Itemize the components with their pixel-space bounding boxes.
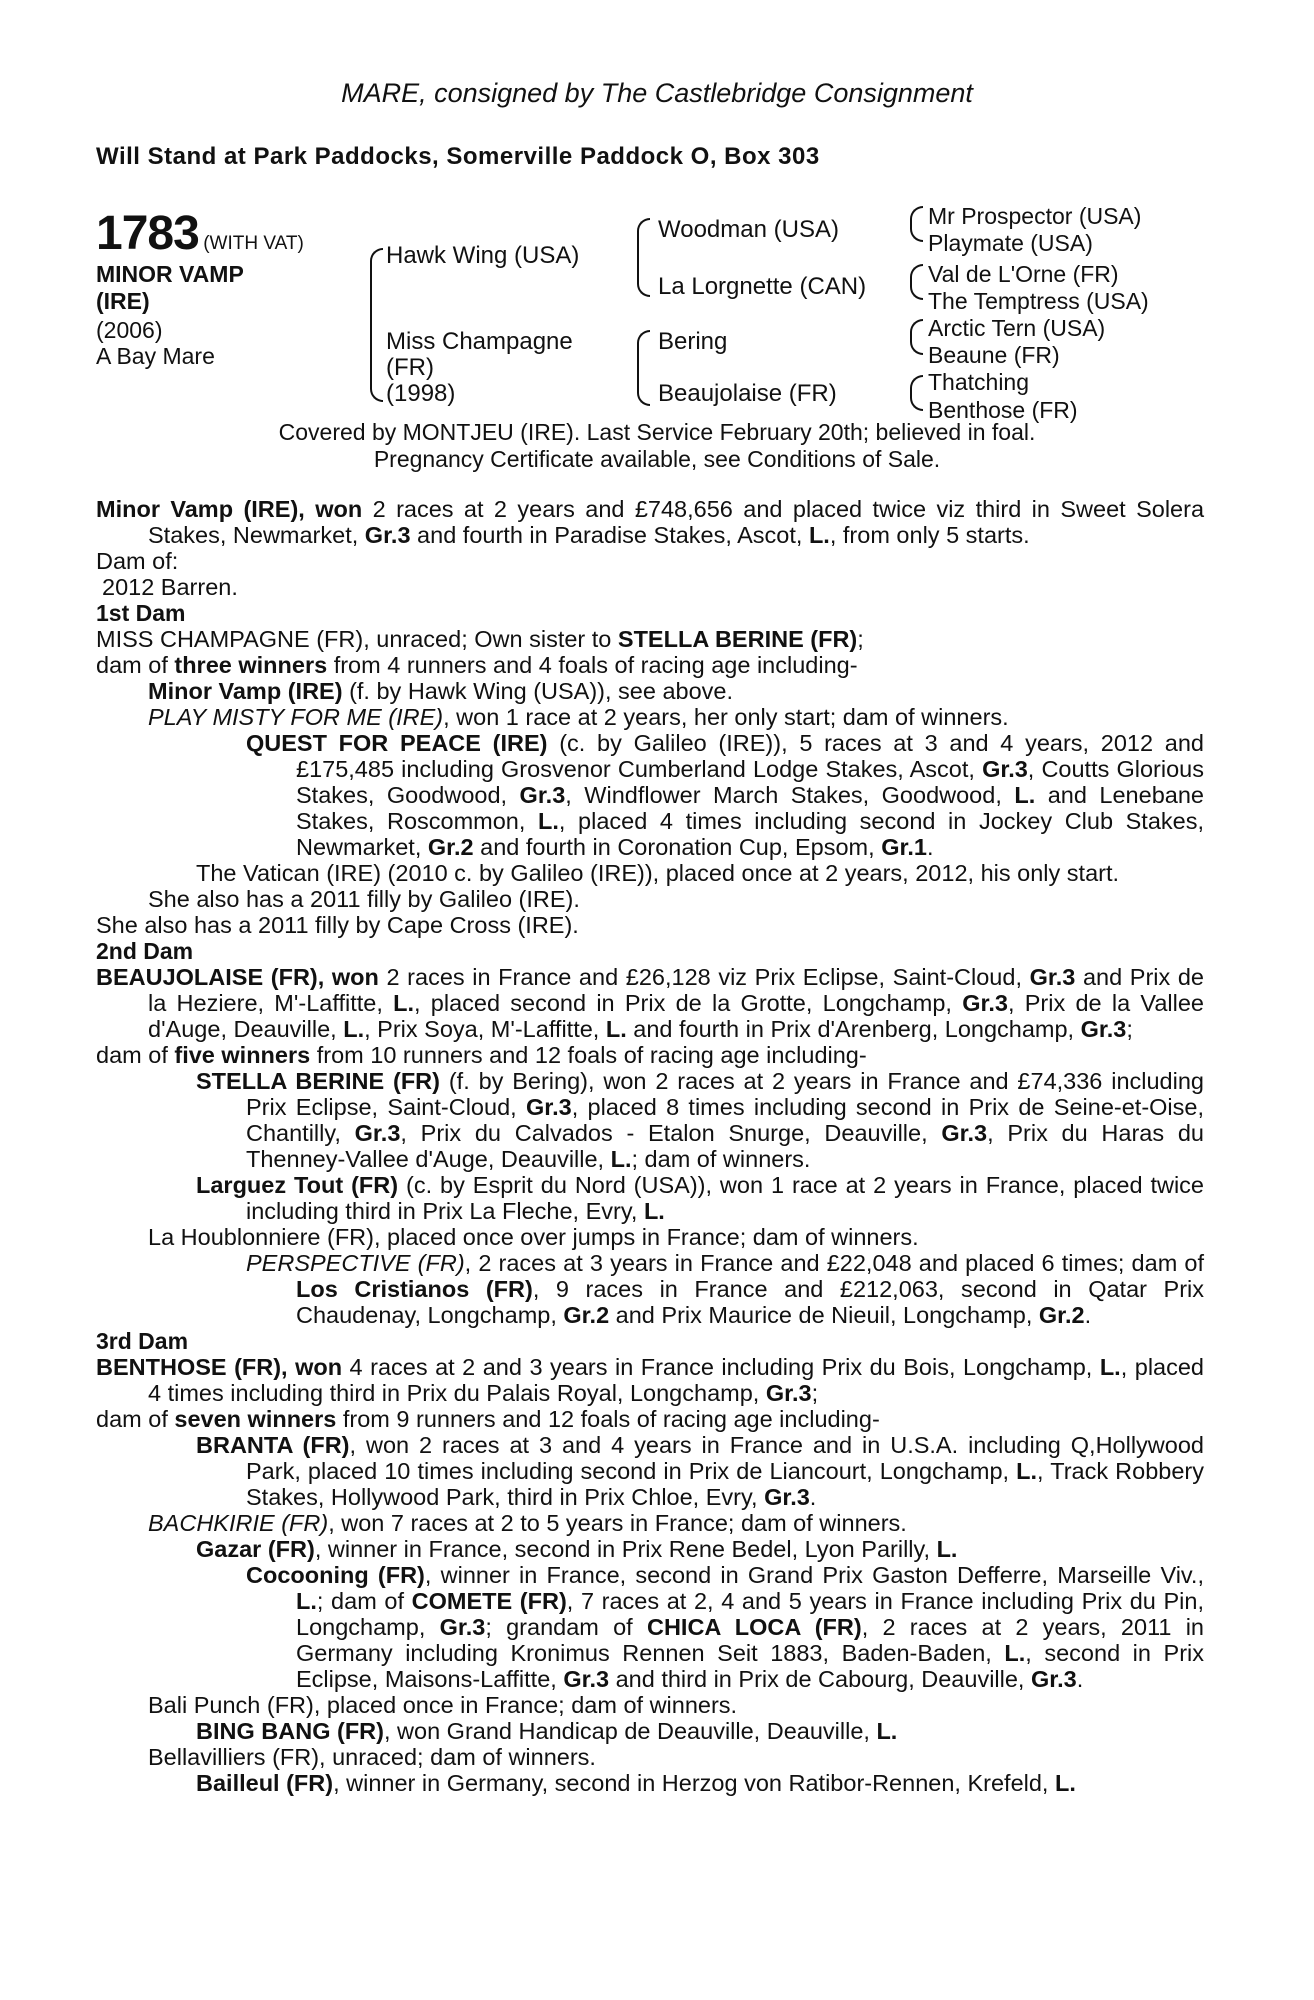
section-heading-3rd-dam: 3rd Dam (96, 1328, 189, 1354)
intro-barren: 2012 Barren. (102, 574, 238, 600)
pedigree-g3-6: Beaune (FR) (928, 342, 1060, 368)
dam3-intro: BENTHOSE (FR), won 4 races at 2 and 3 years in France including Prix du Bois, Longchamp, L., placed 4 times including third in Prix du Palais Royal, Longchamp, Gr.3; (96, 1354, 1204, 1406)
dam3-produce-1: BRANTA (FR), won 2 races at 3 and 4 years in France and in U.S.A. including Q,Hollywood Park, placed 10 times including second in Prix de Liancourt, Longchamp, L., Track Robbery Stakes, Hollywood Park, third in Prix Chloe, Evry, Gr.3. (196, 1432, 1204, 1510)
horse-description: A Bay Mare (96, 343, 215, 369)
covered-note (0, 419, 1314, 473)
covered-line1: Covered by MONTJEU (IRE). Last Service February 20th; believed in foal. (278, 419, 1036, 445)
dam2-produce-2: Larguez Tout (FR) (c. by Esprit du Nord (USA)), won 1 race at 2 years in France, placed twice including third in Prix La Fleche, Evry, L. (196, 1172, 1205, 1224)
pedigree-dam-dam: Beaujolaise (FR) (658, 380, 837, 407)
dam3-produce-3: Bali Punch (FR), placed once in France; dam of winners. (148, 1692, 738, 1718)
intro-paragraph: Minor Vamp (IRE), won 2 races at 2 years and £748,656 and placed twice viz third in Sweet Solera Stakes, Newmarket, Gr.3 and fourth in Paradise Stakes, Ascot, L., from only 5 starts. (96, 496, 1205, 548)
pedigree-bracket-gen1 (370, 248, 383, 402)
section-heading-1st-dam: 1st Dam (96, 600, 186, 626)
dam1-produce-2-foal-2: The Vatican (IRE) (2010 c. by Galileo (IRE)), placed once at 2 years, 2012, his only start. (196, 860, 1120, 886)
dam3-produce-2: BACHKIRIE (FR), won 7 races at 2 to 5 years in France; dam of winners. (148, 1510, 907, 1536)
pedigree-bracket-dd (910, 375, 923, 411)
pedigree-dam-line2: (FR) (386, 354, 434, 381)
dam1-note-1: She also has a 2011 filly by Galileo (IRE). (148, 886, 580, 912)
covered-line2: Pregnancy Certificate available, see Conditions of Sale. (373, 446, 941, 472)
dam1-note-2: She also has a 2011 filly by Cape Cross (IRE). (96, 912, 579, 938)
section-heading-2nd-dam: 2nd Dam (96, 938, 194, 964)
horse-year: (2006) (96, 317, 163, 343)
horse-country: (IRE) (96, 288, 150, 314)
pedigree-g3-3: Val de L'Orne (FR) (928, 261, 1119, 287)
dam1-produce-2-foal-1: QUEST FOR PEACE (IRE) (c. by Galileo (IRE)), 5 races at 3 and 4 years, 2012 and £175,485 including Grosvenor Cumberland Lodge Stakes, Ascot, Gr.3, Coutts Glorious Stakes, Goodwood, Gr.3, Windflower March Stakes, Goodwood, L. and Lenebane Stakes, Roscommon, L., placed 4 times including second in Jockey Club Stakes, Newmarket, Gr.2 and fourth in Coronation Cup, Epsom, Gr.1. (246, 730, 1204, 860)
pedigree-bracket-sire (637, 218, 650, 297)
dam3-produce-2-foal-2: Cocooning (FR), winner in France, second in Grand Prix Gaston Defferre, Marseille Viv., L.; dam of COMETE (FR), 7 races at 2, 4 and 5 years in France including Prix du Pin, Longchamp, Gr.3; grandam of CHICA LOCA (FR), 2 races at 2 years, 2011 in Germany including Kronimus Rennen Seit 1883, Baden-Baden, L., second in Prix Eclipse, Maisons-Laffitte, Gr.3 and third in Prix de Cabourg, Deauville, Gr.3. (246, 1562, 1205, 1692)
lot-number-line (96, 206, 304, 261)
catalogue-body (96, 496, 1204, 1796)
pedigree-dam-line3: (1998) (386, 380, 456, 407)
pedigree-g3-2: Playmate (USA) (928, 230, 1093, 256)
dam3-produce-3-foal-1: BING BANG (FR), won Grand Handicap de Deauville, Deauville, L. (196, 1718, 898, 1744)
horse-name: MINOR VAMP (96, 261, 244, 287)
dam2-produce-1: STELLA BERINE (FR) (f. by Bering), won 2 races at 2 years in France and £74,336 including Prix Eclipse, Saint-Cloud, Gr.3, placed 8 times including second in Prix de Seine-et-Oise, Chantilly, Gr.3, Prix du Calvados - Etalon Snurge, Deauville, Gr.3, Prix du Haras du Thenney-Vallee d'Auge, Deauville, L.; dam of winners. (196, 1068, 1204, 1172)
pedigree-sire-dam: La Lorgnette (CAN) (658, 273, 867, 300)
dam1-produce-2: PLAY MISTY FOR ME (IRE), won 1 race at 2 years, her only start; dam of winners. (148, 704, 1009, 730)
dam1-produce-summary: dam of three winners from 4 runners and 4 foals of racing age including- (96, 652, 858, 678)
dam2-produce-3: La Houblonniere (FR), placed once over jumps in France; dam of winners. (148, 1224, 919, 1250)
pedigree-g3-1: Mr Prospector (USA) (928, 203, 1142, 229)
dam3-produce-2-foal-1: Gazar (FR), winner in France, second in Prix Rene Bedel, Lyon Parilly, L. (196, 1536, 958, 1562)
pedigree-bracket-dam (637, 330, 650, 406)
lot-number: 1783 (96, 207, 199, 260)
dam2-produce-summary: dam of five winners from 10 runners and 12 foals of racing age including- (96, 1042, 867, 1068)
pedigree-bracket-ss (910, 206, 923, 242)
consignment-header: MARE, consigned by The Castlebridge Consignment (341, 78, 973, 108)
intro-dam-of: Dam of: (96, 548, 179, 574)
stand-location: Will Stand at Park Paddocks, Somerville Paddock O, Box 303 (96, 143, 820, 170)
pedigree-dam-sire: Bering (658, 328, 728, 355)
dam1-produce-1: Minor Vamp (IRE) (f. by Hawk Wing (USA)), see above. (148, 678, 734, 704)
dam2-intro: BEAUJOLAISE (FR), won 2 races in France and £26,128 viz Prix Eclipse, Saint-Cloud, Gr.3 and Prix de la Heziere, M'-Laffitte, L., placed second in Prix de la Grotte, Longchamp, Gr.3, Prix de la Vallee d'Auge, Deauville, L., Prix Soya, M'-Laffitte, L. and fourth in Prix d'Arenberg, Longchamp, Gr.3; (96, 964, 1205, 1042)
pedigree-sire: Hawk Wing (USA) (386, 242, 580, 269)
vat-label: (WITH VAT) (203, 233, 304, 254)
dam1-intro: MISS CHAMPAGNE (FR), unraced; Own sister to STELLA BERINE (FR); (96, 626, 864, 652)
dam3-produce-4-foal-1: Bailleul (FR), winner in Germany, second in Herzog von Ratibor-Rennen, Krefeld, L. (196, 1770, 1076, 1796)
dam3-produce-summary: dam of seven winners from 9 runners and 12 foals of racing age including- (96, 1406, 880, 1432)
pedigree-g3-8: Benthose (FR) (928, 397, 1078, 423)
dam2-produce-3-foal-1: PERSPECTIVE (FR), 2 races at 3 years in France and £22,048 and placed 6 times; dam of Los Cristianos (FR), 9 races in France and £212,063, second in Qatar Prix Chaudenay, Longchamp, Gr.2 and Prix Maurice de Nieuil, Longchamp, Gr.2. (246, 1250, 1205, 1328)
pedigree-bracket-sd (910, 264, 923, 300)
pedigree-g3-5: Arctic Tern (USA) (928, 315, 1106, 341)
pedigree-sire-sire: Woodman (USA) (658, 216, 839, 243)
pedigree-dam-line1: Miss Champagne (386, 328, 573, 355)
pedigree-bracket-ds (910, 319, 923, 355)
pedigree-g3-7: Thatching (928, 369, 1030, 395)
dam3-produce-4: Bellavilliers (FR), unraced; dam of winners. (148, 1744, 596, 1770)
pedigree-g3-4: The Temptress (USA) (928, 288, 1149, 314)
